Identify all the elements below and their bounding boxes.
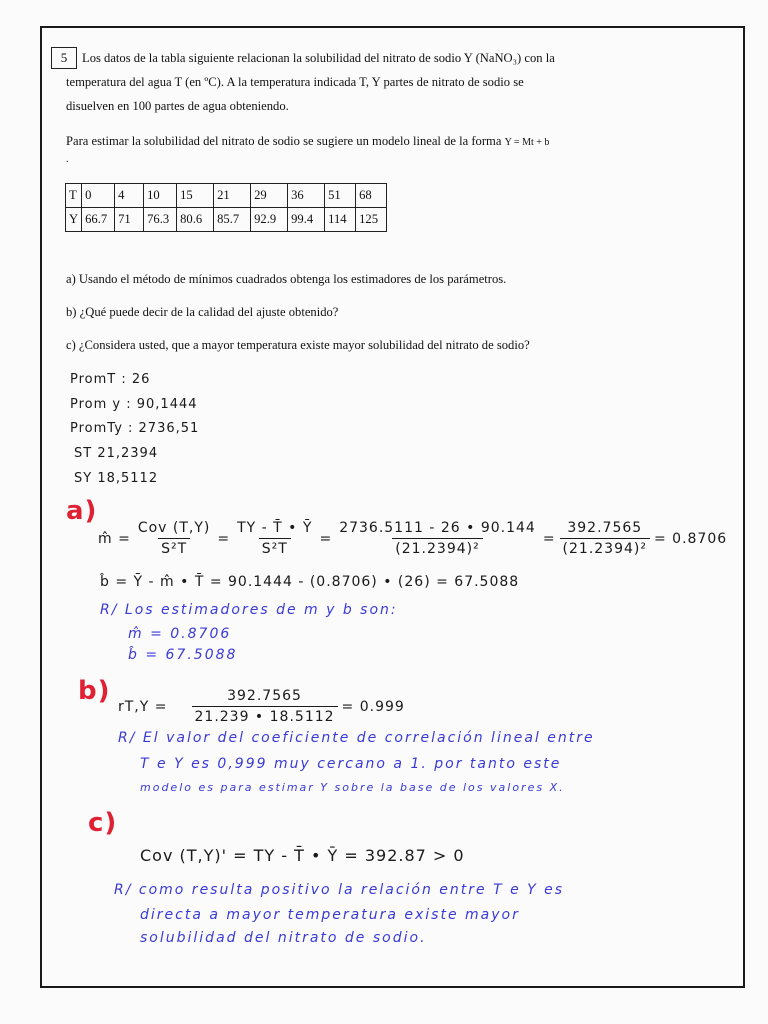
note-prom-ty: PromTy : 2736,51 — [70, 421, 200, 436]
ty-numerator: TY - T̄ • Ȳ — [237, 520, 313, 536]
question-b: b) ¿Qué puede decir de la calidad del ajuste obtenido? — [66, 305, 339, 319]
table-cell: 114 — [325, 208, 356, 232]
data-table — [65, 183, 387, 232]
correlation-numerator: 392.7565 — [227, 688, 302, 704]
note-s-y: SY 18,5112 — [74, 471, 159, 486]
table-cell: 85.7 — [214, 208, 251, 232]
table-cell: 15 — [177, 184, 214, 208]
table-cell: 10 — [144, 184, 177, 208]
table-cell: 29 — [251, 184, 288, 208]
note-s-t: ST 21,2394 — [74, 446, 159, 461]
question-a: a) Usando el método de mínimos cuadrados obtenga los estimadores de los parámetros. — [66, 272, 507, 286]
r-lhs: rT,Y = — [118, 698, 168, 715]
table-row — [66, 184, 387, 208]
numeric-numerator-2: 392.7565 — [567, 520, 643, 536]
table-cell: 66.7 — [82, 208, 115, 232]
answer-b-line-3: modelo es para estimar Y sobre la base de los valores X. — [140, 781, 565, 794]
m-result: = 0.8706 — [653, 530, 728, 547]
table-cell: 80.6 — [177, 208, 214, 232]
answer-c-line-3: solubilidad del nitrato de sodio. — [140, 930, 427, 946]
table-cell: T — [66, 184, 82, 208]
answer-a-intro: R/ Los estimadores de m y b son: — [100, 602, 398, 618]
table-cell: 0 — [82, 184, 115, 208]
stray-dot: . — [66, 154, 69, 165]
table-cell: 21 — [214, 184, 251, 208]
s2t-denominator-2: S²T — [259, 538, 291, 557]
model-text: Para estimar la solubilidad del nitrato de sodio se sugiere un modelo lineal de la forma — [66, 134, 502, 148]
table-cell: 51 — [325, 184, 356, 208]
question-c: c) ¿Considera usted, que a mayor temperatura existe mayor solubilidad del nitrato de sodio? — [66, 338, 530, 352]
numeric-fraction-2 — [560, 520, 650, 557]
table-cell: 76.3 — [144, 208, 177, 232]
correlation-fraction — [192, 688, 338, 725]
answer-a-b: b̂ = 67.5088 — [128, 647, 238, 663]
cov-numerator: Cov (T,Y) — [137, 520, 211, 536]
table-row — [66, 208, 387, 232]
problem-number: 5 — [51, 47, 77, 69]
numeric-fraction-1 — [336, 520, 539, 557]
table-cell: 71 — [115, 208, 144, 232]
table-cell: 4 — [115, 184, 144, 208]
part-a-label: a) — [66, 496, 98, 526]
problem-line-3: disuelven en 100 partes de agua obteniendo. — [66, 99, 289, 113]
numeric-numerator-1: 2736.5111 - 26 • 90.144 — [339, 520, 536, 536]
note-prom-y: Prom y : 90,1444 — [70, 397, 198, 412]
cov-over-s2-fraction — [135, 520, 214, 557]
model-sentence — [66, 133, 549, 151]
b-estimator-equation: b̂ = Ȳ - m̂ • T̄ = 90.1444 - (0.8706) • (26) = 67.5088 — [100, 574, 520, 590]
model-formula: Y = Mt + b — [504, 137, 550, 148]
note-prom-t: PromT : 26 — [70, 372, 151, 387]
page-frame — [40, 26, 745, 988]
table-cell: 125 — [356, 208, 387, 232]
table-cell: 92.9 — [251, 208, 288, 232]
answer-b-line-2: T e Y es 0,999 muy cercano a 1. por tanto este — [140, 756, 562, 772]
numeric-denominator-2: (21.2394)² — [560, 538, 650, 557]
part-b-label: b) — [78, 676, 111, 706]
answer-b-line-1: R/ El valor del coeficiente de correlación lineal entre — [118, 730, 595, 746]
problem-line-2: temperatura del agua T (en ºC). A la temperatura indicada T, Y partes de nitrato de sodio se — [66, 75, 524, 89]
answer-c-line-1: R/ como resulta positivo la relación entre T e Y es — [114, 882, 565, 898]
correlation-denominator: 21.239 • 18.5112 — [192, 706, 338, 725]
table-cell: Y — [66, 208, 82, 232]
table-cell: 99.4 — [288, 208, 325, 232]
problem-line-1: Los datos de la tabla siguiente relacionan la solubilidad del nitrato de sodio Y (NaNO₃) con la — [82, 51, 555, 65]
cov-positive-equation: Cov (T,Y)' = TY - T̄ • Ȳ = 392.87 > 0 — [140, 846, 465, 865]
correlation-equation — [118, 688, 405, 725]
table-cell: 36 — [288, 184, 325, 208]
answer-c-line-2: directa a mayor temperatura existe mayor — [140, 907, 520, 923]
numeric-denominator-1: (21.2394)² — [392, 538, 482, 557]
m-hat-lhs: m̂ = — [98, 530, 131, 547]
ty-over-s2-fraction — [234, 520, 315, 557]
part-c-label: c) — [88, 808, 118, 838]
table-cell: 68 — [356, 184, 387, 208]
m-estimator-equation: m̂ = $\frac{\text{Cov (T,Y)}}{\text{S²T}}$ = $\frac{TY - T̄ • Ȳ}{\text{S²T}}$ = $\frac{2736.5111 - 26 • 90.144}{\text{(21.2394)²}}$ = $\frac{392.7565}{\text{(21.2394)²}}$ = 0.8706 — [98, 520, 728, 557]
correlation-result: = 0.999 — [341, 698, 405, 715]
answer-a-m: m̂ = 0.8706 — [128, 626, 232, 642]
s2t-denominator: S²T — [158, 538, 190, 557]
